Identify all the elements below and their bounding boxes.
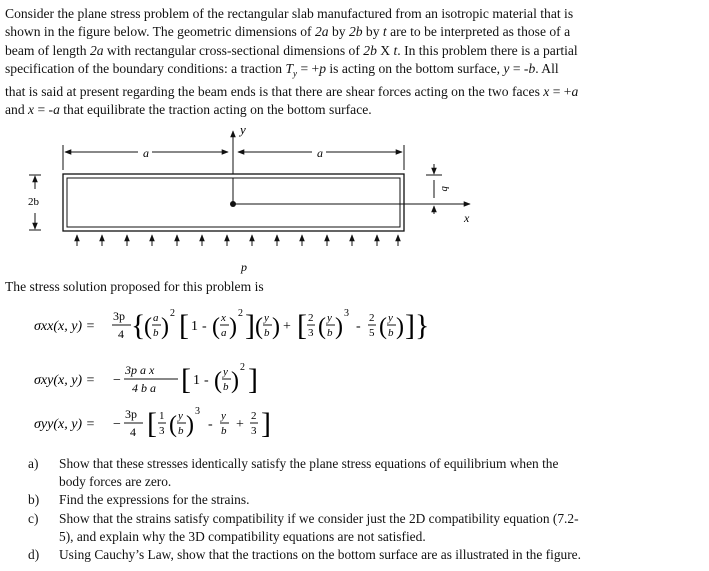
eq1-term1-den: 3 [308, 327, 314, 339]
eq2-frac-num: y [223, 366, 228, 378]
svg-text:): ) [161, 314, 169, 340]
eq1-coef-den: 4 [118, 327, 124, 341]
traction-load [77, 235, 398, 274]
question-text: Using Cauchy’s Law, show that the tractions on the bottom surface are as illustrated in the figure. [59, 547, 581, 563]
question-c [28, 510, 708, 546]
height-dimension-b [426, 164, 451, 214]
eq1-coef-num: 3p [113, 309, 125, 323]
svg-text:-: - [204, 373, 209, 388]
statement-line-3: beam of length 2a with rectangular cross-sectional dimensions of 2b X t. In this problem there is a partial [5, 42, 578, 58]
eq3-term2-den: b [221, 425, 227, 437]
svg-text:): ) [186, 412, 194, 438]
eq2-lhs: σxy(x, y) = [34, 373, 96, 388]
eq2-one: 1 [193, 373, 200, 388]
svg-text:]: ] [405, 309, 415, 342]
question-b [28, 491, 708, 509]
eq1-frac3-den: b [264, 327, 270, 339]
x-axis-label: x [464, 211, 470, 225]
svg-text:(: ( [144, 314, 152, 340]
svg-text:): ) [231, 368, 239, 394]
eq2-pow: 2 [240, 362, 245, 373]
eq3-frac-num: y [178, 410, 183, 422]
svg-text:]: ] [248, 363, 258, 396]
dim-b: b [439, 186, 451, 192]
question-label: c) [28, 510, 39, 526]
eq1-pow1: 2 [170, 308, 175, 319]
question-text-cont: 5), and explain why the 3D compatibility equations are not satisfied. [59, 528, 426, 544]
svg-text:-: - [356, 319, 361, 334]
eq1-frac3-num: y [264, 312, 269, 324]
statement-line-2: shown in the figure below. The geometric dimensions of 2a by 2b by t are to be interpreted as those of a [5, 24, 571, 40]
svg-text:]: ] [261, 407, 271, 440]
question-text: Show that these stresses identically satisfy the plane stress equations of equilibrium when the [59, 456, 559, 471]
eq1-term2-num: 2 [369, 312, 375, 324]
eq1-term1-num: 2 [308, 312, 314, 324]
dim-2b: 2b [28, 196, 39, 208]
svg-text:): ) [396, 314, 404, 340]
eq1-frac2-num: x [221, 312, 226, 324]
eq3-pow: 3 [195, 406, 200, 417]
eq3-minus: − [113, 417, 121, 432]
svg-text:): ) [272, 314, 280, 340]
question-label: d) [28, 547, 40, 563]
svg-text:[: [ [181, 363, 191, 396]
equation-sigma-yy [0, 398, 709, 450]
statement-line-6: and x = -a that equilibrate the traction acting on the bottom surface. [5, 102, 372, 118]
eq3-term1-num: 1 [159, 410, 165, 422]
question-text: Show that the strains satisfy compatibility if we consider just the 2D compatibility equation (7.2- [59, 510, 579, 526]
x-axis [404, 204, 470, 225]
slab [63, 174, 404, 231]
load-label: p [241, 260, 247, 274]
equation-sigma-xx [0, 300, 709, 352]
question-text-cont: body forces are zero. [59, 474, 172, 490]
eq1-frac4-num: y [327, 312, 332, 324]
eq2-frac-den: b [223, 381, 229, 393]
svg-text:[: [ [179, 309, 189, 342]
eq1-pow2: 2 [238, 308, 243, 319]
eq3-coef-den: 4 [130, 425, 136, 439]
eq2-minus: − [113, 373, 121, 388]
svg-text:{: { [131, 309, 146, 342]
svg-text:): ) [335, 314, 343, 340]
svg-text:[: [ [297, 309, 307, 342]
question-a [28, 455, 708, 491]
svg-text:): ) [229, 314, 237, 340]
svg-text:(: ( [212, 314, 220, 340]
svg-text:(: ( [214, 368, 222, 394]
statement-line-4: specification of the boundary conditions: a traction $T_y = +p$ is acting on the bottom surface, y = -b. All [5, 60, 559, 79]
question-text: Find the expressions for the strains. [59, 492, 250, 508]
eq3-term2-num: y [221, 410, 226, 422]
eq3-term3-den: 3 [251, 425, 257, 437]
svg-text:]: ] [245, 309, 255, 342]
svg-text:+: + [283, 319, 291, 334]
dim-a-right: a [317, 146, 323, 160]
eq1-frac5-num: y [388, 312, 393, 324]
eq2-den: 4 b a [132, 381, 156, 395]
eq1-frac4-den: b [327, 327, 333, 339]
statement-line-1: Consider the plane stress problem of the rectangular slab manufactured from an isotropic material that is [5, 6, 574, 21]
question-label: a) [28, 456, 39, 471]
eq1-pow4: 3 [344, 308, 349, 319]
svg-text:}: } [415, 309, 430, 342]
eq1-one: 1 [191, 319, 198, 334]
eq1-term2-den: 5 [369, 327, 375, 339]
svg-text:[: [ [147, 407, 157, 440]
eq1-frac5-den: b [388, 327, 394, 339]
height-dimension-2b [28, 175, 41, 230]
eq2-num: 3p a x [125, 363, 155, 377]
eq3-lhs: σyy(x, y) = [34, 417, 96, 432]
beam-figure [0, 118, 709, 280]
svg-text:-: - [202, 319, 207, 334]
eq3-coef-num: 3p [125, 407, 137, 421]
statement-line-5: that is said at present regarding the beam ends is that there are shear forces acting on the two faces x = +a [5, 83, 579, 99]
dim-a-left: a [143, 146, 149, 160]
question-label: b) [28, 492, 40, 508]
problem-statement [5, 5, 705, 120]
eq1-frac2-den: a [221, 327, 227, 339]
svg-text:(: ( [379, 314, 387, 340]
solution-heading: The stress solution proposed for this problem is [5, 279, 264, 294]
svg-text:(: ( [318, 314, 326, 340]
svg-text:(: ( [169, 412, 177, 438]
eq3-frac-den: b [178, 425, 184, 437]
question-d [28, 546, 708, 564]
eq1-frac1-num: a [153, 312, 159, 324]
question-list [28, 455, 708, 564]
eq1-frac1-den: b [153, 327, 159, 339]
svg-text:-: - [208, 417, 213, 432]
svg-text:+: + [236, 417, 244, 432]
y-axis-label: y [240, 122, 246, 137]
svg-text:(: ( [255, 314, 263, 340]
eq3-term3-num: 2 [251, 410, 257, 422]
eq3-term1-den: 3 [159, 425, 165, 437]
eq1-lhs: σxx(x, y) = [34, 319, 96, 334]
